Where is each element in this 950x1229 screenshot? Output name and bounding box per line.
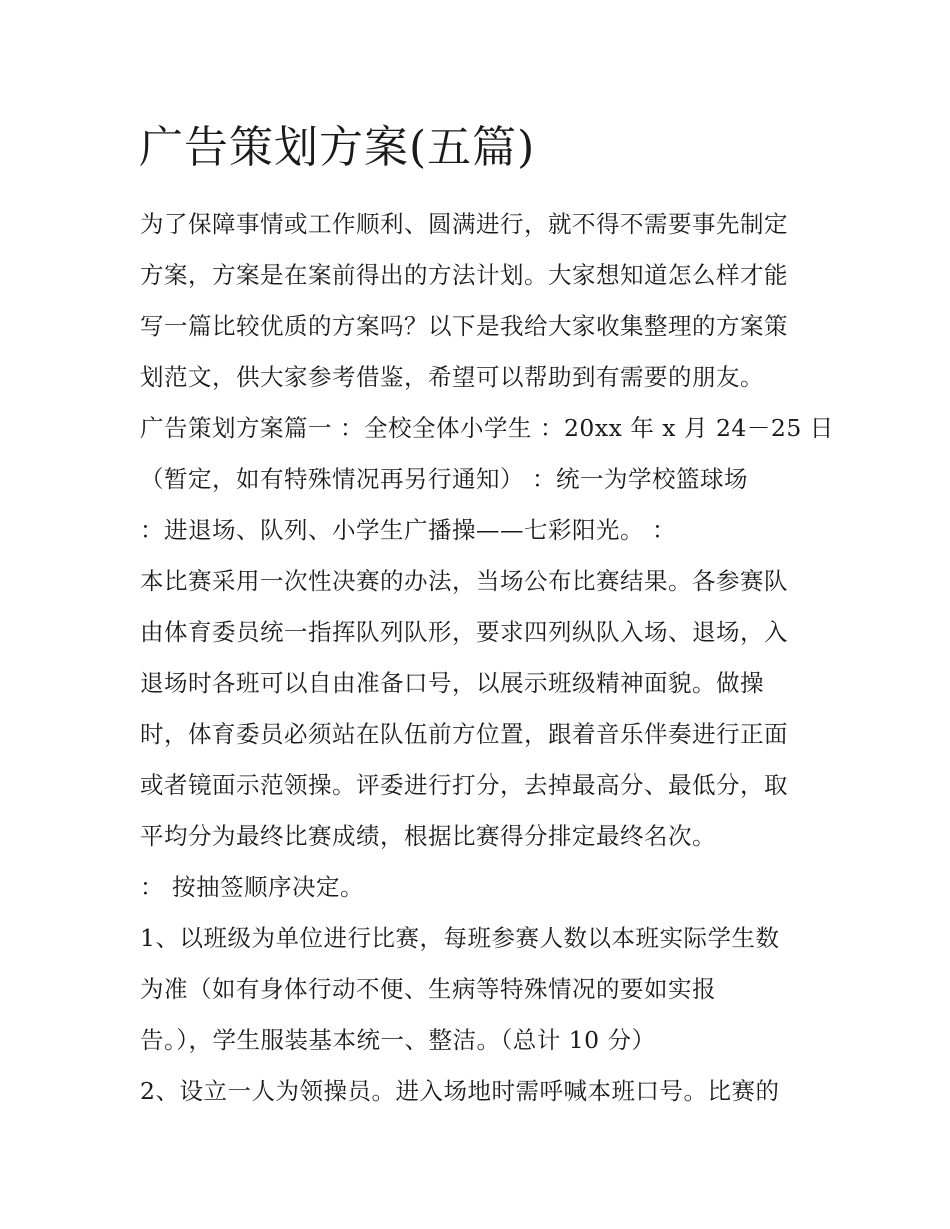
- document-title: 广告策划方案(五篇): [139, 122, 536, 173]
- body-line: 退场时各班可以自由准备口号，以展示班级精神面貌。做操: [140, 669, 764, 697]
- body-line: 为了保障事情或工作顺利、圆满进行，就不得不需要事先制定: [140, 210, 788, 238]
- body-line: 为准（如有身体行动不便、生病等特殊情况的要如实报: [140, 975, 716, 1003]
- body-line: 划范文，供大家参考借鉴，希望可以帮助到有需要的朋友。: [140, 363, 764, 391]
- body-line: ：进退场、队列、小学生广播操——七彩阳光。 ：: [140, 516, 676, 544]
- body-line: ： 按抽签顺序决定。: [140, 873, 364, 901]
- document-body: [140, 199, 834, 1117]
- body-line: 或者镜面示范领操。评委进行打分，去掉最高分、最低分，取: [140, 771, 788, 799]
- body-line: 写一篇比较优质的方案吗？以下是我给大家收集整理的方案策: [140, 312, 788, 340]
- body-line: 方案，方案是在案前得出的方法计划。大家想知道怎么样才能: [140, 261, 788, 289]
- body-line: 时，体育委员必须站在队伍前方位置，跟着音乐伴奏进行正面: [140, 720, 788, 748]
- body-line: （暂定，如有特殊情况再另行通知） ：统一为学校篮球场: [140, 465, 748, 493]
- body-line: 由体育委员统一指挥队列队形，要求四列纵队入场、退场，入: [140, 618, 788, 646]
- body-line: 1、以班级为单位进行比赛，每班参赛人数以本班实际学生数: [140, 924, 780, 952]
- body-line: 广告策划方案篇一 ：全校全体小学生 ：20xx 年 x 月 24－25 日: [140, 414, 834, 442]
- body-line: 本比赛采用一次性决赛的办法，当场公布比赛结果。各参赛队: [140, 567, 788, 595]
- body-line: 告。），学生服装基本统一、整洁。（总计 10 分）: [140, 1026, 656, 1054]
- body-line: 2、设立一人为领操员。进入场地时需呼喊本班口号。比赛的: [140, 1077, 780, 1105]
- body-line: 平均分为最终比赛成绩，根据比赛得分排定最终名次。: [140, 822, 716, 850]
